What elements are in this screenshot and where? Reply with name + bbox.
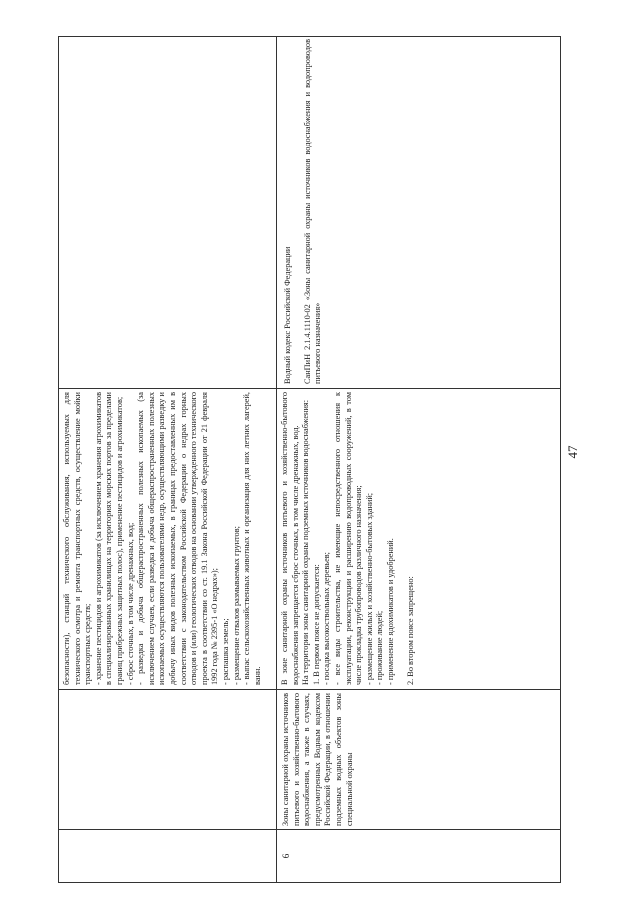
table-row-1-zone bbox=[63, 693, 273, 826]
restriction-line: - посадка высокоствольных деревьев; bbox=[322, 552, 332, 685]
table-row-2-basis bbox=[283, 39, 553, 384]
restriction-line: 2. Во втором поясе запрещено: bbox=[405, 576, 415, 685]
restriction-line: - размещение жилых и хозяйственно-бытовых зданий; bbox=[364, 492, 374, 685]
restriction-line: - хранение пестицидов и агрохимикатов (за исключением хранения агрохимикатов в специализированных хранилищах на территориях морских портов за пределами границ прибрежных защитных полос), применение пестицидов и агрохимикатов; bbox=[93, 392, 124, 685]
table-row-1-restrictions bbox=[62, 392, 275, 685]
row-divider bbox=[276, 37, 277, 882]
table-row-2-number: 6 bbox=[281, 853, 291, 859]
column-divider bbox=[59, 689, 560, 690]
restriction-line: - проживание людей; bbox=[375, 610, 385, 685]
table-row-2-restrictions bbox=[280, 392, 560, 685]
restriction-line: - сброс сточных, в том числе дренажных, вод; bbox=[125, 522, 135, 685]
table-row-1-number bbox=[63, 830, 273, 882]
paragraph-gap bbox=[294, 39, 303, 384]
paragraph-gap bbox=[397, 392, 406, 685]
restriction-line: 1. В первом поясе не допускается: bbox=[311, 564, 321, 685]
page-number: 47 bbox=[565, 445, 580, 459]
table-row-1-basis bbox=[63, 39, 273, 384]
restrictions-table bbox=[58, 36, 561, 883]
restriction-line: В зоне санитарной охраны источников питьевого и хозяйственно-бытового водоснабжения запрещается сброс сточных, в том числе дренажных, вод. bbox=[280, 392, 300, 685]
restriction-line: - все виды строительства, не имеющие непосредственного отношения к эксплуатации, реконструкции и расширению водопроводных сооружений, в том числе прокладка трубопроводов различного назначения; bbox=[332, 392, 364, 685]
column-divider bbox=[59, 388, 560, 389]
restriction-line: - разведка и добыча общераспространенных полезных ископаемых (за исключением случаев, если разведка и добыча общераспространенных полезных ископаемых осуществляются пользователями недр, осуществляющими разведку и добычу иных видов полезных ископаемых, в границах предоставленных им в соответствии с законодательством Российской Федерации о недрах горных отводов и (или) геологических отводов на основании утвержденного технического проекта в соответствии со ст. 19.1 Закона Российской Федерации от 21 февраля 1992 года № 2395-1 «О недрах»); bbox=[136, 392, 220, 685]
basis-line: СанПиН 2.1.4.1110-02 «Зоны санитарной охраны источников водоснабжения и водопроводов питьевого назначения» bbox=[302, 39, 323, 384]
table-row-2-zone: Зоны санитарной охраны источников питьевого и хозяйственно-бытового водоснабжения, а также в случаях, предусмотренных Водным кодексом Российской Федерации, в отношении подземных водных объектов зоны специальной охраны bbox=[281, 693, 354, 826]
restriction-line: - применение ядохимикатов и удобрений. bbox=[385, 538, 395, 685]
basis-line: Водный кодекс Российской Федерации bbox=[283, 246, 292, 384]
restriction-line: безопасности), станций технического обслуживания, используемых для технического осмотра и ремонта транспортных средств, осуществление мойки транспортных средств; bbox=[62, 392, 93, 685]
restriction-line: - размещение отвалов размываемых грунтов; bbox=[231, 526, 241, 685]
restriction-line: - распашка земель; bbox=[220, 618, 230, 685]
restriction-line: - выпас сельскохозяйственных животных и организация для них летних лагерей, ванн. bbox=[242, 392, 262, 685]
restriction-line: На территории зоны санитарной охраны подземных источников водоснабжения: bbox=[301, 399, 311, 685]
